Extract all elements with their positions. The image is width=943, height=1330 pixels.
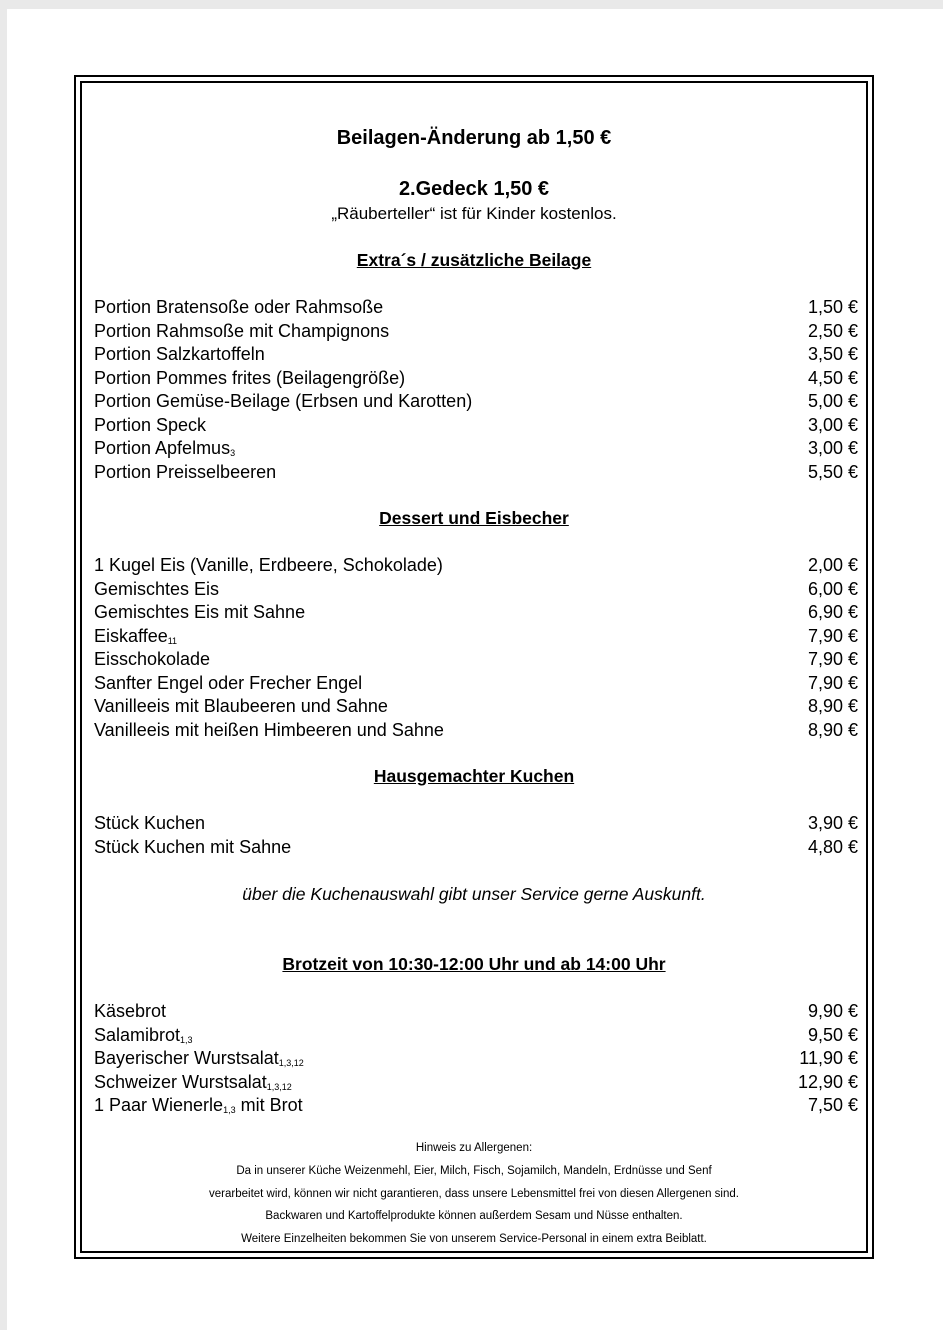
allergen-notice-line: verarbeitet wird, können wir nicht garantieren, dass unsere Lebensmittel frei von diesen Allergenen sind. [209,1187,739,1200]
allergen-codes: 1,3 [180,1034,193,1045]
menu-item-price: 1,50 € [807,297,858,317]
menu-item-price: 5,00 € [807,391,858,411]
section-title-dessert: Dessert und Eisbecher [379,508,569,528]
menu-item-price: 4,80 € [807,836,858,857]
menu-item-price: 3,00 € [807,438,858,458]
gedeck-note: „Räuberteller“ ist für Kinder kostenlos. [331,204,617,223]
menu-item-price: 3,00 € [807,414,858,435]
menu-item-name: Salamibrot$_{1,3}$ [94,1024,193,1045]
menu-item-name: Portion Bratensoße oder Rahmsoße [94,297,384,317]
menu-item-price: 12,90 € [797,1071,858,1092]
menu-item-price: 3,50 € [807,344,858,364]
menu-item-price: 7,90 € [807,649,858,669]
menu-item-name: Stück Kuchen [94,813,206,833]
menu-item-price: 8,90 € [807,696,858,716]
menu-item-price: 3,90 € [807,813,858,833]
kuchen-note: über die Kuchenauswahl gibt unser Service gerne Auskunft. [242,884,706,904]
menu-item-name: Bayerischer Wurstsalat$_{1,3,12}$ [94,1048,304,1068]
menu-item-name: 1 Paar Wienerle$_{1,3}$ mit Brot [94,1095,303,1115]
menu-item-price: 9,50 € [807,1024,858,1045]
menu-item-name: Portion Speck [94,414,207,435]
menu-item-name: Eiskaffee$_{11}$ [94,625,178,646]
menu-item-name: Gemischtes Eis [94,578,220,599]
allergen-codes: 1,3,12 [266,1081,292,1092]
menu-item-name: Portion Apfelmus$_3$ [94,438,236,458]
menu-item-price: 8,90 € [807,719,858,740]
menu-item-name: Stück Kuchen mit Sahne [94,836,292,857]
menu-item-price: 6,00 € [807,578,858,599]
menu-item-price: 7,50 € [807,1095,858,1115]
allergen-codes: 11 [167,635,178,646]
menu-item-price: 2,50 € [807,320,858,341]
menu-item-name: Vanilleeis mit heißen Himbeeren und Sahne [94,719,444,740]
allergen-notice-line: Da in unserer Küche Weizenmehl, Eier, Milch, Fisch, Sojamilch, Mandeln, Erdnüsse und Senf [236,1165,712,1177]
menu-item-price: 7,90 € [807,672,858,693]
menu-item-name: Vanilleeis mit Blaubeeren und Sahne [94,696,388,716]
section-title-extras: Extra´s / zusätzliche Beilage [356,250,592,270]
menu-item-name: Portion Gemüse-Beilage (Erbsen und Karotten) [94,391,473,411]
menu-item-price: 4,50 € [807,367,858,388]
allergen-codes: 1,3,12 [278,1058,304,1068]
section-title-kuchen: Hausgemachter Kuchen [373,766,575,786]
menu-item-name: Schweizer Wurstsalat$_{1,3,12}$ [94,1071,292,1092]
menu-item-price: 11,90 € [799,1048,858,1068]
menu-item-name: Eisschokolade [94,649,211,669]
allergen-notice-title: Hinweis zu Allergenen: [415,1142,533,1154]
menu-item-name: Sanfter Engel oder Frecher Engel [94,672,363,693]
allergen-notice-line: Backwaren und Kartoffelprodukte können außerdem Sesam und Nüsse enthalten. [265,1210,683,1222]
header-title: Beilagen-Änderung ab 1,50 € [336,127,612,149]
menu-item-price: 7,90 € [807,625,858,646]
allergen-codes: 3 [230,448,236,458]
menu-item-price: 2,00 € [807,555,858,575]
allergen-codes: 1,3 [223,1105,236,1115]
menu-item-name: 1 Kugel Eis (Vanille, Erdbeere, Schokolade) [94,555,443,575]
menu-item-name: Portion Preisselbeeren [94,461,277,482]
menu-item-name: Portion Pommes frites (Beilagengröße) [94,367,406,388]
section-title-brotzeit: Brotzeit von 10:30-12:00 Uhr und ab 14:00 Uhr [282,954,666,974]
menu-frame-inner [80,81,868,1253]
menu-item-name: Portion Salzkartoffeln [94,344,265,364]
menu-item-price: 9,90 € [807,1001,858,1021]
menu-item-name: Käsebrot [94,1001,167,1021]
menu-item-name: Gemischtes Eis mit Sahne [94,602,306,622]
menu-item-name: Portion Rahmsoße mit Champignons [94,320,390,341]
menu-item-price: 5,50 € [807,461,858,482]
allergen-notice-line: Weitere Einzelheiten bekommen Sie von unserem Service-Personal in einem extra Beiblatt. [241,1232,707,1245]
gedeck-title: 2.Gedeck 1,50 € [398,178,550,200]
menu-frame [74,75,874,1259]
menu-item-price: 6,90 € [807,602,858,622]
menu-page [7,9,943,1330]
